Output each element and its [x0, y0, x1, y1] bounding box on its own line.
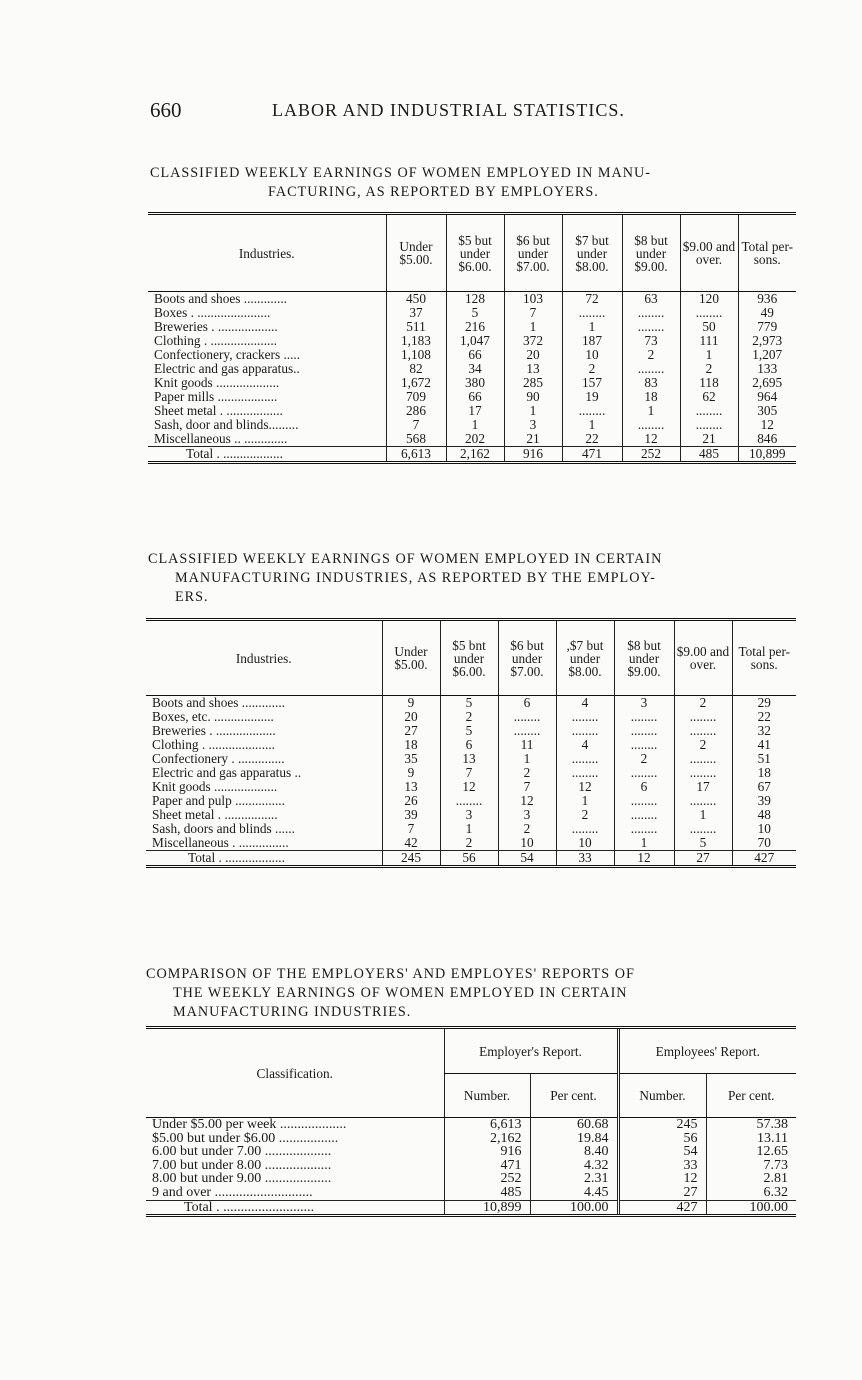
total-cell: 12 — [614, 851, 674, 867]
table-cell: 6 — [440, 738, 498, 752]
table3-body — [146, 1118, 796, 1201]
table-cell: 118 — [680, 376, 738, 390]
table2-body — [146, 696, 796, 851]
table-cell: 42 — [382, 836, 440, 851]
table-cell: ........ — [614, 808, 674, 822]
table3 — [146, 1026, 796, 1217]
table-cell: 1,047 — [446, 334, 504, 348]
row-label: Boxes, etc. .................. — [152, 709, 274, 724]
table-cell: 779 — [738, 320, 796, 334]
table-row — [148, 390, 796, 404]
table-cell: 17 — [674, 780, 732, 794]
table-cell: 10 — [562, 348, 622, 362]
col-header-7-8: ,$7 but under $8.00. — [556, 620, 614, 696]
table-cell: 20 — [382, 710, 440, 724]
table-cell: 157 — [562, 376, 622, 390]
table-cell: ........ — [622, 306, 680, 320]
table-cell: 252 — [444, 1172, 530, 1186]
running-title: LABOR AND INDUSTRIAL STATISTICS. — [272, 100, 625, 120]
table-cell: 846 — [738, 432, 796, 447]
table-cell: 39 — [382, 808, 440, 822]
table-cell: ........ — [674, 710, 732, 724]
row-label: Breweries . .................. — [154, 319, 278, 334]
table2-caption: CLASSIFIED WEEKLY EARNINGS OF WOMEN EMPLOYED IN CERTAIN MANUFACTURING INDUSTRIES, AS REPORTED BY THE EMPLOY- ERS. — [148, 551, 663, 605]
table-cell: 187 — [562, 334, 622, 348]
table-cell: ........ — [562, 404, 622, 418]
table-cell: 286 — [386, 404, 446, 418]
table-cell: 6,613 — [444, 1118, 530, 1132]
table-cell: 22 — [732, 710, 796, 724]
table-cell: 48 — [732, 808, 796, 822]
table-cell: 2 — [614, 752, 674, 766]
total-cell: 471 — [562, 447, 622, 463]
table-cell: 1 — [504, 404, 562, 418]
row-label: 6.00 but under 7.00 ................... — [152, 1144, 332, 1160]
table-cell: 471 — [444, 1159, 530, 1173]
table-cell: 49 — [738, 306, 796, 320]
row-label: $5.00 but under $6.00 ................. — [152, 1130, 339, 1146]
total-label: Total . .......................... — [146, 1200, 444, 1216]
table3-caption: COMPARISON OF THE EMPLOYERS' AND EMPLOYES' REPORTS OF THE WEEKLY EARNINGS OF WOMEN EMPLOYED IN CERTAIN MANUFACTURING INDUSTRIES. — [146, 966, 635, 1020]
table-cell: 7 — [440, 766, 498, 780]
table-cell: 285 — [504, 376, 562, 390]
table-cell: ........ — [556, 766, 614, 780]
col-header-total: Total per- sons. — [732, 620, 796, 696]
total-cell: 427 — [618, 1200, 706, 1216]
table-cell: 39 — [732, 794, 796, 808]
table-row — [148, 362, 796, 376]
table-cell: 7 — [386, 418, 446, 432]
table-cell: 26 — [382, 794, 440, 808]
table-cell: 27 — [618, 1186, 706, 1200]
total-cell: 252 — [622, 447, 680, 463]
row-label: Boots and shoes ............. — [154, 291, 287, 306]
row-label: 9 and over ............................ — [152, 1184, 313, 1200]
table-cell: 21 — [504, 432, 562, 447]
table-cell: 2.31 — [530, 1172, 618, 1186]
table-cell: ........ — [680, 418, 738, 432]
table-cell: ........ — [622, 362, 680, 376]
table-cell: 10 — [556, 836, 614, 851]
table-cell: 1,183 — [386, 334, 446, 348]
row-label: Sheet metal . ................. — [154, 403, 283, 418]
col-header-employer-percent: Per cent. — [530, 1074, 618, 1118]
table-cell: 12 — [498, 794, 556, 808]
table-cell: 1,672 — [386, 376, 446, 390]
table-cell: 56 — [618, 1132, 706, 1146]
table-cell: 60.68 — [530, 1118, 618, 1132]
table-cell: 1 — [440, 822, 498, 836]
col-header-total: Total per- sons. — [738, 214, 796, 292]
table-cell: 13 — [504, 362, 562, 376]
table-cell: 6 — [614, 780, 674, 794]
table-row — [148, 418, 796, 432]
total-cell: 2,162 — [446, 447, 504, 463]
table-cell: 2 — [440, 710, 498, 724]
table-cell: ........ — [674, 766, 732, 780]
table-cell: 511 — [386, 320, 446, 334]
col-header-9-over: $9.00 and over. — [674, 620, 732, 696]
table-cell: 216 — [446, 320, 504, 334]
total-cell: 916 — [504, 447, 562, 463]
table-cell: 13 — [440, 752, 498, 766]
table-cell: 9 — [382, 696, 440, 711]
table-cell: 4 — [556, 696, 614, 711]
table-cell: ........ — [614, 724, 674, 738]
table-row — [148, 292, 796, 307]
table-cell: 4.32 — [530, 1159, 618, 1173]
table-cell: 13 — [382, 780, 440, 794]
total-cell: 33 — [556, 851, 614, 867]
table-cell: 305 — [738, 404, 796, 418]
table-cell: 11 — [498, 738, 556, 752]
table-cell: 1 — [504, 320, 562, 334]
table-row — [146, 766, 796, 780]
table-cell: 1 — [622, 404, 680, 418]
table-cell: ........ — [498, 724, 556, 738]
table-cell: 18 — [622, 390, 680, 404]
table-cell: ........ — [614, 738, 674, 752]
col-header-9-over: $9.00 and over. — [680, 214, 738, 292]
table-cell: 709 — [386, 390, 446, 404]
table1-body — [148, 292, 796, 447]
row-label: Sash, door and blinds......... — [154, 417, 299, 432]
table2-total — [146, 851, 796, 867]
table-cell: 57.38 — [706, 1118, 796, 1132]
table-cell: 2 — [622, 348, 680, 362]
table-cell: 2 — [498, 766, 556, 780]
row-label: Breweries . .................. — [152, 723, 276, 738]
table-cell: 1,108 — [386, 348, 446, 362]
table-cell: 7 — [498, 780, 556, 794]
table1 — [148, 212, 796, 464]
col-header-employer-number: Number. — [444, 1074, 530, 1118]
table-cell: 18 — [732, 766, 796, 780]
table-row — [146, 710, 796, 724]
row-label: Sheet metal . ................ — [152, 807, 278, 822]
table-cell: 3 — [614, 696, 674, 711]
table-cell: 18 — [382, 738, 440, 752]
table3-header-row-1 — [146, 1028, 796, 1074]
table-cell: 32 — [732, 724, 796, 738]
table-cell: 7 — [504, 306, 562, 320]
table-cell: 9 — [382, 766, 440, 780]
table-cell: 2 — [562, 362, 622, 376]
table-cell: ........ — [556, 710, 614, 724]
row-label: Paper mills .................. — [154, 389, 278, 404]
total-label: Total . .................. — [146, 851, 382, 867]
table3-total — [146, 1200, 796, 1216]
table-row — [146, 836, 796, 851]
table-row — [148, 376, 796, 390]
table-row — [148, 306, 796, 320]
table-cell: ........ — [556, 822, 614, 836]
table-cell: ........ — [614, 822, 674, 836]
table-cell: 72 — [562, 292, 622, 307]
row-label: Confectionery . .............. — [152, 751, 285, 766]
table-cell: 22 — [562, 432, 622, 447]
row-label: 7.00 but under 8.00 ................... — [152, 1157, 332, 1173]
col-header-5-6: $5 but under $6.00. — [446, 214, 504, 292]
table-cell: 1 — [614, 836, 674, 851]
col-header-5-6: $5 bnt under $6.00. — [440, 620, 498, 696]
col-header-6-7: $6 but under $7.00. — [498, 620, 556, 696]
total-cell: 27 — [674, 851, 732, 867]
row-label: Under $5.00 per week ................... — [152, 1117, 347, 1132]
table-cell: 90 — [504, 390, 562, 404]
table-cell: 133 — [738, 362, 796, 376]
col-header-7-8: $7 but under $8.00. — [562, 214, 622, 292]
table-row — [148, 404, 796, 418]
table-cell: 2 — [674, 738, 732, 752]
col-header-6-7: $6 but under $7.00. — [504, 214, 562, 292]
col-header-industries: Industries. — [146, 620, 382, 696]
table-cell: 21 — [680, 432, 738, 447]
table-row — [148, 348, 796, 362]
table-row — [148, 432, 796, 447]
table-cell: 103 — [504, 292, 562, 307]
total-row — [146, 851, 796, 867]
table-cell: 128 — [446, 292, 504, 307]
table-cell: 66 — [446, 348, 504, 362]
table-cell: 568 — [386, 432, 446, 447]
table-cell: 51 — [732, 752, 796, 766]
table-cell: 3 — [440, 808, 498, 822]
total-cell: 100.00 — [530, 1200, 618, 1216]
table-cell: 2 — [674, 696, 732, 711]
table-cell: 63 — [622, 292, 680, 307]
table-row — [148, 334, 796, 348]
table-cell: 73 — [622, 334, 680, 348]
row-label: Clothing . .................... — [154, 333, 278, 348]
table-cell: 245 — [618, 1118, 706, 1132]
table-cell: ........ — [498, 710, 556, 724]
row-label: Clothing . .................... — [152, 737, 276, 752]
table-row — [146, 808, 796, 822]
total-row — [148, 447, 796, 463]
table-cell: 1 — [556, 794, 614, 808]
table-cell: 12 — [738, 418, 796, 432]
table-cell: 10 — [732, 822, 796, 836]
table-cell: ........ — [614, 710, 674, 724]
table-cell: 27 — [382, 724, 440, 738]
row-label: Boots and shoes ............. — [152, 695, 285, 710]
table-cell: 7.73 — [706, 1159, 796, 1173]
table-cell: ........ — [614, 794, 674, 808]
table1-caption: CLASSIFIED WEEKLY EARNINGS OF WOMEN EMPLOYED IN MANU- FACTURING, AS REPORTED BY EMPLOYERS. — [150, 165, 651, 200]
table-row — [146, 1145, 796, 1159]
table-cell: 916 — [444, 1145, 530, 1159]
table-cell: 67 — [732, 780, 796, 794]
table-cell: 4 — [556, 738, 614, 752]
table-cell: 380 — [446, 376, 504, 390]
table-cell: ........ — [622, 418, 680, 432]
table-cell: ........ — [562, 306, 622, 320]
table-cell: 41 — [732, 738, 796, 752]
col-header-8-9: $8 but under $9.00. — [614, 620, 674, 696]
table-cell: 12.65 — [706, 1145, 796, 1159]
table-row — [146, 724, 796, 738]
table-row — [148, 320, 796, 334]
table-row — [146, 1118, 796, 1132]
table-row — [146, 794, 796, 808]
table-cell: 2,162 — [444, 1132, 530, 1146]
table-cell: 54 — [618, 1145, 706, 1159]
table-cell: 5 — [440, 724, 498, 738]
table-row — [146, 738, 796, 752]
table-cell: 5 — [674, 836, 732, 851]
table-cell: 66 — [446, 390, 504, 404]
table-cell: 13.11 — [706, 1132, 796, 1146]
table-cell: 10 — [498, 836, 556, 851]
table-cell: 12 — [556, 780, 614, 794]
table-cell: 20 — [504, 348, 562, 362]
table-cell: 2 — [498, 822, 556, 836]
table-cell: 2 — [556, 808, 614, 822]
table-cell: 1 — [498, 752, 556, 766]
table-cell: ........ — [680, 404, 738, 418]
table-cell: 6 — [498, 696, 556, 711]
table-cell: 7 — [382, 822, 440, 836]
table-cell: 485 — [444, 1186, 530, 1200]
table2 — [146, 618, 796, 868]
row-label: Knit goods ................... — [154, 375, 280, 390]
table-cell: ........ — [622, 320, 680, 334]
table-cell: 1 — [674, 808, 732, 822]
table-cell: 35 — [382, 752, 440, 766]
col-header-8-9: $8 but under $9.00. — [622, 214, 680, 292]
table-cell: 120 — [680, 292, 738, 307]
total-cell: 6,613 — [386, 447, 446, 463]
table-cell: 1 — [562, 418, 622, 432]
table-cell: 2 — [680, 362, 738, 376]
table-cell: 6.32 — [706, 1186, 796, 1200]
table-row — [146, 1186, 796, 1200]
table-row — [146, 822, 796, 836]
table-cell: 70 — [732, 836, 796, 851]
table-cell: 12 — [618, 1172, 706, 1186]
table-cell: 1 — [680, 348, 738, 362]
total-row — [146, 1200, 796, 1216]
table-cell: 83 — [622, 376, 680, 390]
col-header-classification: Classification. — [146, 1028, 444, 1118]
table-cell: 37 — [386, 306, 446, 320]
col-group-employee: Employees' Report. — [618, 1028, 796, 1074]
table2-header-row — [146, 620, 796, 696]
table-row — [146, 1159, 796, 1173]
table-cell: 450 — [386, 292, 446, 307]
row-label: Confectionery, crackers ..... — [154, 347, 301, 362]
table-row — [146, 696, 796, 711]
total-cell: 485 — [680, 447, 738, 463]
table-cell: 3 — [498, 808, 556, 822]
table-cell: 936 — [738, 292, 796, 307]
total-cell: 245 — [382, 851, 440, 867]
table-cell: 62 — [680, 390, 738, 404]
table-cell: 2.81 — [706, 1172, 796, 1186]
total-cell: 56 — [440, 851, 498, 867]
table-cell: 1,207 — [738, 348, 796, 362]
table1-header-row — [148, 214, 796, 292]
col-header-under-5: Under $5.00. — [386, 214, 446, 292]
table-cell: 3 — [504, 418, 562, 432]
table-cell: 50 — [680, 320, 738, 334]
row-label: Knit goods ................... — [152, 779, 278, 794]
col-header-under-5: Under $5.00. — [382, 620, 440, 696]
total-cell: 427 — [732, 851, 796, 867]
table-cell: ........ — [556, 752, 614, 766]
page-header — [150, 98, 800, 128]
table-cell: 202 — [446, 432, 504, 447]
table-cell: ........ — [680, 306, 738, 320]
page-number: 660 — [150, 98, 182, 122]
table-cell: 372 — [504, 334, 562, 348]
table-cell: ........ — [614, 766, 674, 780]
table-cell: ........ — [674, 724, 732, 738]
total-cell: 54 — [498, 851, 556, 867]
row-label: Electric and gas apparatus.. — [154, 361, 300, 376]
table-cell: 1 — [562, 320, 622, 334]
table-cell: ........ — [674, 752, 732, 766]
table-cell: ........ — [440, 794, 498, 808]
row-label: Miscellaneous . ............... — [152, 835, 289, 850]
table-cell: 2 — [440, 836, 498, 851]
table-cell: 34 — [446, 362, 504, 376]
table-cell: ........ — [674, 822, 732, 836]
row-label: Boxes . ...................... — [154, 305, 271, 320]
row-label: Miscellaneous .. ............. — [154, 431, 288, 446]
table-cell: 4.45 — [530, 1186, 618, 1200]
col-header-employee-number: Number. — [618, 1074, 706, 1118]
table-cell: ........ — [556, 724, 614, 738]
total-cell: 10,899 — [738, 447, 796, 463]
table-row — [146, 752, 796, 766]
table-cell: 82 — [386, 362, 446, 376]
table-row — [146, 1132, 796, 1146]
table-row — [146, 780, 796, 794]
table-row — [146, 1172, 796, 1186]
table-cell: 111 — [680, 334, 738, 348]
table-cell: 19 — [562, 390, 622, 404]
table-cell: 12 — [622, 432, 680, 447]
row-label: 8.00 but under 9.00 ................... — [152, 1171, 332, 1187]
table-cell: 2,973 — [738, 334, 796, 348]
table-cell: 2,695 — [738, 376, 796, 390]
table-cell: 33 — [618, 1159, 706, 1173]
table-cell: 964 — [738, 390, 796, 404]
row-label: Sash, doors and blinds ...... — [152, 821, 295, 836]
col-header-employee-percent: Per cent. — [706, 1074, 796, 1118]
table-cell: 17 — [446, 404, 504, 418]
table-cell: 19.84 — [530, 1132, 618, 1146]
table-cell: 5 — [440, 696, 498, 711]
table-cell: 12 — [440, 780, 498, 794]
table-cell: 5 — [446, 306, 504, 320]
total-label: Total . .................. — [148, 447, 386, 463]
table-cell: 1 — [446, 418, 504, 432]
row-label: Electric and gas apparatus .. — [152, 765, 302, 780]
table-cell: ........ — [674, 794, 732, 808]
table-cell: 29 — [732, 696, 796, 711]
col-header-industries: Industries. — [148, 214, 386, 292]
table-cell: 8.40 — [530, 1145, 618, 1159]
row-label: Paper and pulp ............... — [152, 793, 285, 808]
col-group-employer: Employer's Report. — [444, 1028, 618, 1074]
total-cell: 10,899 — [444, 1200, 530, 1216]
total-cell: 100.00 — [706, 1200, 796, 1216]
table1-total — [148, 447, 796, 463]
